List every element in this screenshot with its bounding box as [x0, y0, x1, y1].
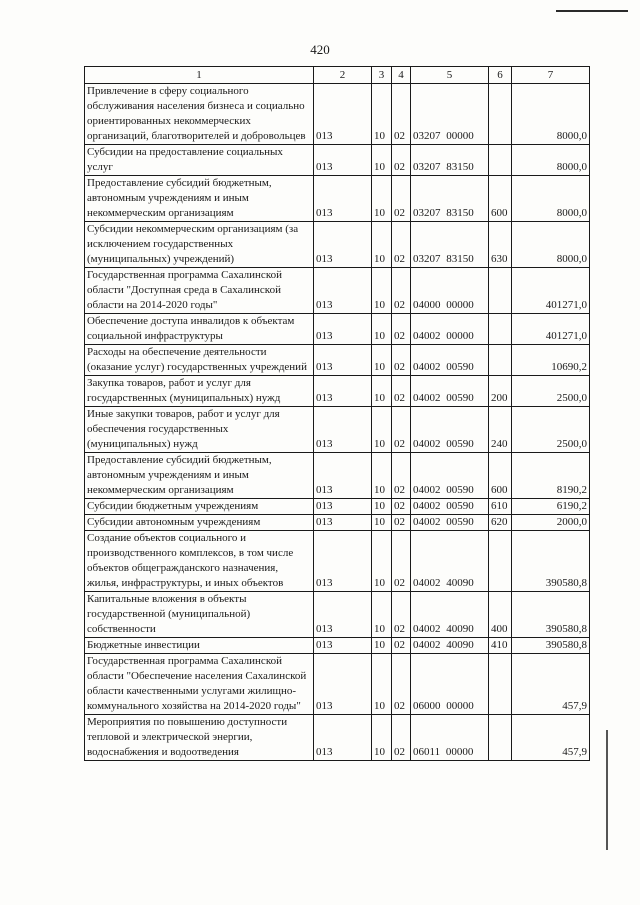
column-header: 1	[85, 67, 314, 84]
cell-target-article-code: 03207 00000	[411, 84, 489, 145]
cell-amount: 401271,0	[512, 314, 590, 345]
table-row	[85, 531, 590, 592]
cell-section-code: 10	[372, 145, 392, 176]
cell-ministry-code: 013	[314, 515, 372, 531]
cell-amount: 390580,8	[512, 531, 590, 592]
cell-item-name: Привлечение в сферу социального обслуживания населения бизнеса и социально ориентированных некоммерческих организаций, благотворителей и добровольцев	[85, 84, 314, 145]
cell-target-article-code: 04002 00000	[411, 314, 489, 345]
cell-subsection-code: 02	[392, 84, 411, 145]
table-row	[85, 499, 590, 515]
table-row	[85, 145, 590, 176]
cell-ministry-code: 013	[314, 84, 372, 145]
cell-expense-type-code: 400	[489, 592, 512, 638]
cell-expense-type-code: 620	[489, 515, 512, 531]
cell-ministry-code: 013	[314, 499, 372, 515]
table-row	[85, 715, 590, 761]
cell-amount: 457,9	[512, 715, 590, 761]
cell-subsection-code: 02	[392, 453, 411, 499]
cell-expense-type-code	[489, 654, 512, 715]
cell-target-article-code: 03207 83150	[411, 145, 489, 176]
cell-target-article-code: 04002 00590	[411, 453, 489, 499]
cell-amount: 390580,8	[512, 592, 590, 638]
cell-item-name: Мероприятия по повышению доступности тепловой и электрической энергии, водоснабжения и водоотведения	[85, 715, 314, 761]
cell-subsection-code: 02	[392, 222, 411, 268]
corner-rule-mark	[556, 10, 628, 12]
cell-expense-type-code: 200	[489, 376, 512, 407]
cell-section-code: 10	[372, 531, 392, 592]
cell-item-name: Обеспечение доступа инвалидов к объектам социальной инфраструктуры	[85, 314, 314, 345]
cell-target-article-code: 04002 40090	[411, 592, 489, 638]
table-row	[85, 268, 590, 314]
cell-section-code: 10	[372, 222, 392, 268]
cell-item-name: Предоставление субсидий бюджетным, автономным учреждениям и иным некоммерческим организациям	[85, 453, 314, 499]
cell-target-article-code: 06000 00000	[411, 654, 489, 715]
table-row	[85, 345, 590, 376]
column-header: 5	[411, 67, 489, 84]
cell-expense-type-code: 240	[489, 407, 512, 453]
cell-section-code: 10	[372, 407, 392, 453]
cell-target-article-code: 03207 83150	[411, 222, 489, 268]
cell-amount: 2000,0	[512, 515, 590, 531]
page-edge-mark	[606, 730, 608, 850]
cell-expense-type-code: 410	[489, 638, 512, 654]
cell-section-code: 10	[372, 345, 392, 376]
cell-expense-type-code: 600	[489, 453, 512, 499]
cell-ministry-code: 013	[314, 638, 372, 654]
cell-expense-type-code	[489, 345, 512, 376]
cell-ministry-code: 013	[314, 222, 372, 268]
cell-target-article-code: 04002 40090	[411, 638, 489, 654]
table-row	[85, 407, 590, 453]
cell-target-article-code: 04002 00590	[411, 499, 489, 515]
cell-section-code: 10	[372, 592, 392, 638]
cell-ministry-code: 013	[314, 376, 372, 407]
cell-subsection-code: 02	[392, 345, 411, 376]
cell-ministry-code: 013	[314, 654, 372, 715]
table-row	[85, 515, 590, 531]
cell-item-name: Предоставление субсидий бюджетным, автономным учреждениям и иным некоммерческим организациям	[85, 176, 314, 222]
cell-subsection-code: 02	[392, 176, 411, 222]
cell-target-article-code: 06011 00000	[411, 715, 489, 761]
cell-ministry-code: 013	[314, 592, 372, 638]
table-row	[85, 638, 590, 654]
cell-subsection-code: 02	[392, 145, 411, 176]
cell-amount: 6190,2	[512, 499, 590, 515]
cell-section-code: 10	[372, 268, 392, 314]
cell-item-name: Государственная программа Сахалинской области "Обеспечение населения Сахалинской области качественными услугами жилищно-коммунального хозяйства на 2014-2020 годы"	[85, 654, 314, 715]
cell-expense-type-code	[489, 314, 512, 345]
cell-subsection-code: 02	[392, 314, 411, 345]
column-header: 7	[512, 67, 590, 84]
column-header: 3	[372, 67, 392, 84]
cell-item-name: Субсидии на предоставление социальных услуг	[85, 145, 314, 176]
table-header-row	[85, 67, 590, 84]
page-number: 420	[310, 42, 330, 57]
cell-item-name: Закупка товаров, работ и услуг для государственных (муниципальных) нужд	[85, 376, 314, 407]
cell-ministry-code: 013	[314, 407, 372, 453]
cell-amount: 8000,0	[512, 145, 590, 176]
cell-item-name: Субсидии бюджетным учреждениям	[85, 499, 314, 515]
cell-ministry-code: 013	[314, 314, 372, 345]
cell-amount: 8000,0	[512, 84, 590, 145]
cell-section-code: 10	[372, 638, 392, 654]
cell-ministry-code: 013	[314, 345, 372, 376]
cell-expense-type-code	[489, 145, 512, 176]
cell-target-article-code: 03207 83150	[411, 176, 489, 222]
cell-ministry-code: 013	[314, 268, 372, 314]
cell-section-code: 10	[372, 715, 392, 761]
cell-amount: 8190,2	[512, 453, 590, 499]
cell-target-article-code: 04002 00590	[411, 345, 489, 376]
table-row	[85, 453, 590, 499]
cell-item-name: Бюджетные инвестиции	[85, 638, 314, 654]
cell-amount: 2500,0	[512, 376, 590, 407]
cell-section-code: 10	[372, 176, 392, 222]
cell-amount: 2500,0	[512, 407, 590, 453]
cell-section-code: 10	[372, 654, 392, 715]
cell-subsection-code: 02	[392, 654, 411, 715]
cell-subsection-code: 02	[392, 407, 411, 453]
cell-target-article-code: 04002 40090	[411, 531, 489, 592]
cell-expense-type-code	[489, 715, 512, 761]
cell-target-article-code: 04002 00590	[411, 376, 489, 407]
table-row	[85, 222, 590, 268]
cell-item-name: Расходы на обеспечение деятельности (оказание услуг) государственных учреждений	[85, 345, 314, 376]
cell-expense-type-code	[489, 268, 512, 314]
cell-section-code: 10	[372, 314, 392, 345]
table-row	[85, 314, 590, 345]
cell-item-name: Субсидии некоммерческим организациям (за исключением государственных (муниципальных) учреждений)	[85, 222, 314, 268]
cell-item-name: Иные закупки товаров, работ и услуг для обеспечения государственных (муниципальных) нужд	[85, 407, 314, 453]
cell-amount: 401271,0	[512, 268, 590, 314]
cell-target-article-code: 04002 00590	[411, 407, 489, 453]
cell-target-article-code: 04002 00590	[411, 515, 489, 531]
cell-expense-type-code: 630	[489, 222, 512, 268]
cell-item-name: Субсидии автономным учреждениям	[85, 515, 314, 531]
cell-amount: 457,9	[512, 654, 590, 715]
cell-subsection-code: 02	[392, 376, 411, 407]
cell-subsection-code: 02	[392, 268, 411, 314]
column-header: 4	[392, 67, 411, 84]
budget-table	[84, 66, 590, 761]
cell-ministry-code: 013	[314, 715, 372, 761]
cell-amount: 390580,8	[512, 638, 590, 654]
cell-item-name: Государственная программа Сахалинской области "Доступная среда в Сахалинской области на 2014-2020 годы"	[85, 268, 314, 314]
cell-subsection-code: 02	[392, 515, 411, 531]
cell-expense-type-code: 600	[489, 176, 512, 222]
cell-section-code: 10	[372, 376, 392, 407]
cell-expense-type-code	[489, 531, 512, 592]
cell-section-code: 10	[372, 515, 392, 531]
cell-expense-type-code	[489, 84, 512, 145]
table-row	[85, 176, 590, 222]
cell-target-article-code: 04000 00000	[411, 268, 489, 314]
table-row	[85, 84, 590, 145]
cell-subsection-code: 02	[392, 499, 411, 515]
cell-amount: 10690,2	[512, 345, 590, 376]
cell-item-name: Капитальные вложения в объекты государственной (муниципальной) собственности	[85, 592, 314, 638]
cell-subsection-code: 02	[392, 638, 411, 654]
table-row	[85, 654, 590, 715]
cell-expense-type-code: 610	[489, 499, 512, 515]
cell-subsection-code: 02	[392, 592, 411, 638]
cell-section-code: 10	[372, 84, 392, 145]
cell-amount: 8000,0	[512, 222, 590, 268]
cell-subsection-code: 02	[392, 715, 411, 761]
table-row	[85, 376, 590, 407]
cell-amount: 8000,0	[512, 176, 590, 222]
cell-item-name: Создание объектов социального и производственного комплексов, в том числе объектов общегражданского назначения, жилья, инфраструктуры, и иных объектов	[85, 531, 314, 592]
cell-section-code: 10	[372, 453, 392, 499]
cell-ministry-code: 013	[314, 531, 372, 592]
column-header: 2	[314, 67, 372, 84]
cell-section-code: 10	[372, 499, 392, 515]
cell-ministry-code: 013	[314, 145, 372, 176]
table-row	[85, 592, 590, 638]
column-header: 6	[489, 67, 512, 84]
cell-ministry-code: 013	[314, 453, 372, 499]
cell-ministry-code: 013	[314, 176, 372, 222]
cell-subsection-code: 02	[392, 531, 411, 592]
